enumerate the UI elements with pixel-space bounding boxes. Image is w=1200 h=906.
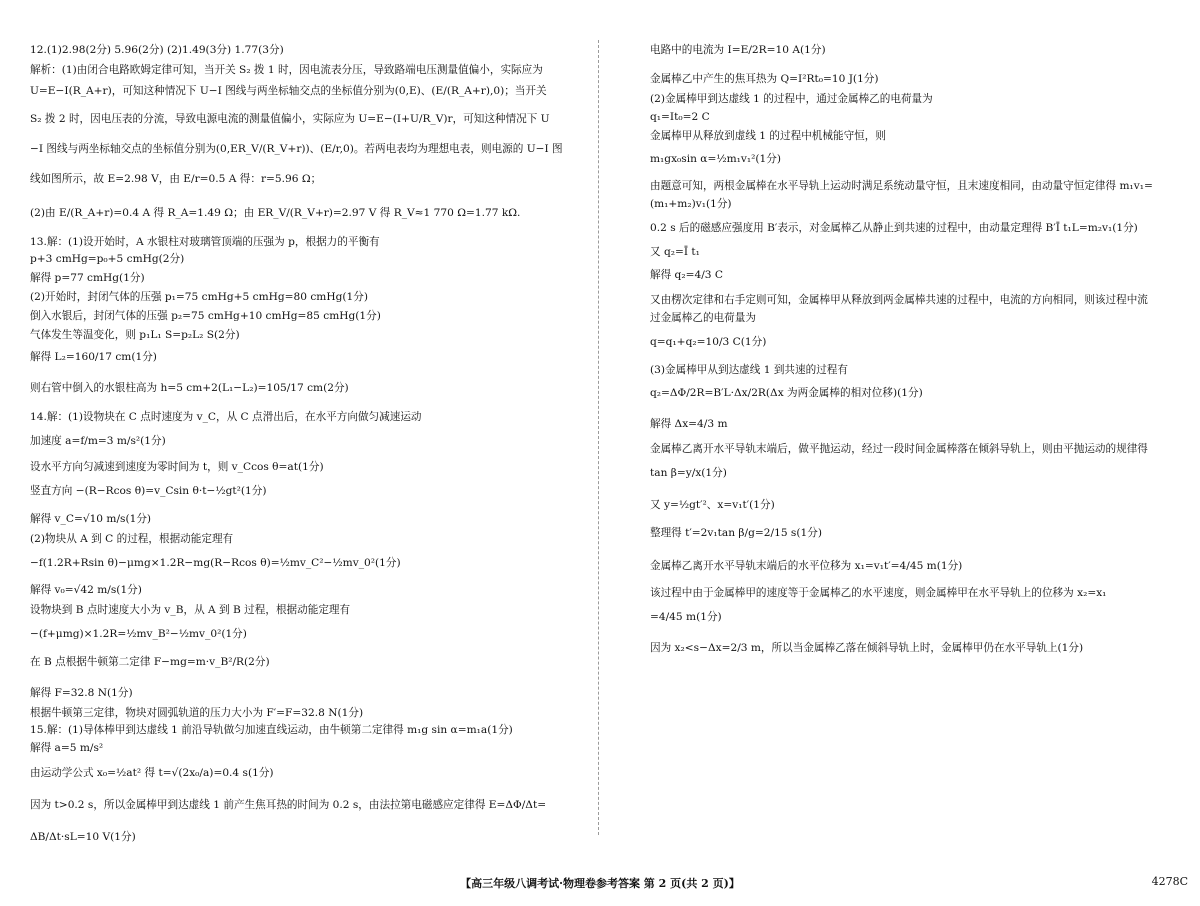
answer-line: 0.2 s 后的磁感应强度用 B′表示，对金属棒乙从静止到共速的过程中，由动量定理得 B′Ī t₁L=m₂v₁(1分) — [650, 222, 1138, 234]
answer-line: U=E−I(R_A+r)，可知这种情况下 U−I 图线与两坐标轴交点的坐标值分别为(0,E)、(E/(R_A+r),0)；当开关 — [30, 85, 547, 97]
answer-line: 线如图所示，故 E=2.98 V，由 E/r=0.5 A 得：r=5.96 Ω； — [30, 173, 322, 185]
answer-line: 在 B 点根据牛顿第二定律 F−mg=m·v_B²/R(2分) — [30, 656, 270, 668]
answer-line: m₁gx₀sin α=½m₁v₁²(1分) — [650, 153, 781, 165]
answer-line: 竖直方向 −(R−Rcos θ)=v_Csin θ·t−½gt²(1分) — [30, 485, 267, 497]
answer-line: 倒入水银后，封闭气体的压强 p₂=75 cmHg+10 cmHg=85 cmHg(1分) — [30, 310, 381, 322]
answer-line: 金属棒乙离开水平导轨末端后，做平抛运动，经过一段时间金属棒落在倾斜导轨上，则由平抛运动的规律得 — [650, 443, 1148, 455]
answer-line: 电路中的电流为 I=E/2R=10 A(1分) — [650, 44, 826, 56]
answer-line: 根据牛顿第三定律，物块对圆弧轨道的压力大小为 F′=F=32.8 N(1分) — [30, 707, 364, 719]
answer-line: =4/45 m(1分) — [650, 611, 722, 623]
answer-line: (2)由 E/(R_A+r)=0.4 A 得 R_A=1.49 Ω；由 ER_V/(R_V+r)=2.97 V 得 R_V≈1 770 Ω=1.77 kΩ. — [30, 207, 521, 219]
answer-line: 设水平方向匀减速到速度为零时间为 t，则 v_Ccos θ=at(1分) — [30, 461, 324, 473]
answer-line: −(f+μmg)×1.2R=½mv_B²−½mv_0²(1分) — [30, 628, 247, 640]
answer-line: 解得 q₂=4/3 C — [650, 269, 723, 281]
answer-line: 13.解：(1)设开始时，A 水银柱对玻璃管顶端的压强为 p，根据力的平衡有 — [30, 236, 380, 248]
answer-line: 又 y=½gt′²、x=v₁t′(1分) — [650, 499, 775, 511]
answer-line: 14.解：(1)设物块在 C 点时速度为 v_C，从 C 点滑出后，在水平方向做匀减速运动 — [30, 411, 422, 423]
answer-line: 解得 Δx=4/3 m — [650, 418, 728, 430]
answer-line: 因为 t>0.2 s，所以金属棒甲到达虚线 1 前产生焦耳热的时间为 0.2 s，由法拉第电磁感应定律得 E=ΔΦ/Δt= — [30, 799, 547, 811]
answer-line: 又由楞次定律和右手定则可知，金属棒甲从释放到两金属棒共速的过程中，电流的方向相同，则该过程中流 — [650, 294, 1148, 306]
answer-line: −f(1.2R+Rsin θ)−μmg×1.2R−mg(R−Rcos θ)=½mv_C²−½mv_0²(1分) — [30, 557, 401, 569]
answer-line: 设物块到 B 点时速度大小为 v_B，从 A 到 B 过程，根据动能定理有 — [30, 604, 351, 616]
answer-line: q=q₁+q₂=10/3 C(1分) — [650, 336, 767, 348]
answer-line: 过金属棒乙的电荷量为 — [650, 312, 756, 324]
answer-line: ΔB/Δt·sL=10 V(1分) — [30, 831, 136, 843]
answer-line: 整理得 t′=2v₁tan β/g=2/15 s(1分) — [650, 527, 822, 539]
answer-line: (2)金属棒甲到达虚线 1 的过程中，通过金属棒乙的电荷量为 — [650, 93, 933, 105]
answer-line: 金属棒甲从释放到虚线 1 的过程中机械能守恒，则 — [650, 130, 886, 142]
answer-line: (3)金属棒甲从到达虚线 1 到共速的过程有 — [650, 364, 848, 376]
answer-line: 加速度 a=f/m=3 m/s²(1分) — [30, 435, 166, 447]
answer-line: q₂=ΔΦ/2R=B′L·Δx/2R(Δx 为两金属棒的相对位移)(1分) — [650, 387, 923, 399]
answer-line: 15.解：(1)导体棒甲到达虚线 1 前沿导轨做匀加速直线运动，由牛顿第二定律得 m₁g sin α=m₁a(1分) — [30, 724, 513, 736]
footer-title: 【高三年级八调考试·物理卷参考答案 第 2 页(共 2 页)】 — [460, 877, 740, 890]
answer-line: S₂ 拨 2 时，因电压表的分流，导致电源电流的测量值偏小，实际应为 U=E−(I+U/R_V)r，可知这种情况下 U — [30, 113, 550, 125]
answer-line: 该过程中由于金属棒甲的速度等于金属棒乙的水平速度，则金属棒甲在水平导轨上的位移为 x₂=x₁ — [650, 587, 1107, 599]
answer-line: 由题意可知，两根金属棒在水平导轨上运动时满足系统动量守恒，且末速度相同，由动量守恒定律得 m₁v₁= — [650, 180, 1153, 192]
answer-line: (2)物块从 A 到 C 的过程，根据动能定理有 — [30, 533, 234, 545]
answer-line: (2)开始时，封闭气体的压强 p₁=75 cmHg+5 cmHg=80 cmHg(1分) — [30, 291, 368, 303]
answer-line: 因为 x₂<s−Δx=2/3 m，所以当金属棒乙落在倾斜导轨上时，金属棒甲仍在水平导轨上(1分) — [650, 642, 1084, 654]
answer-line: 又 q₂=Ī t₁ — [650, 246, 700, 258]
footer-code: 4278C — [1151, 875, 1188, 888]
answer-line: 解得 a=5 m/s² — [30, 742, 104, 754]
answer-line: 则右管中倒入的水银柱高为 h=5 cm+2(L₁−L₂)=105/17 cm(2分) — [30, 382, 349, 394]
answer-line: 解得 F=32.8 N(1分) — [30, 687, 133, 699]
answer-line: 12.(1)2.98(2分) 5.96(2分) (2)1.49(3分) 1.77(3分) — [30, 44, 284, 56]
answer-line: tan β=y/x(1分) — [650, 467, 727, 479]
answer-line: p+3 cmHg=p₀+5 cmHg(2分) — [30, 253, 185, 265]
answer-line: 解得 v_C=√10 m/s(1分) — [30, 513, 152, 525]
answer-line: −I 图线与两坐标轴交点的坐标值分别为(0,ER_V/(R_V+r))、(E/r,0)。若两电表均为理想电表，则电源的 U−I 图 — [30, 143, 563, 155]
answer-line: 解得 p=77 cmHg(1分) — [30, 272, 145, 284]
answer-line: 气体发生等温变化，则 p₁L₁ S=p₂L₂ S(2分) — [30, 329, 240, 341]
answer-line: 金属棒乙离开水平导轨末端后的水平位移为 x₁=v₁t′=4/45 m(1分) — [650, 560, 963, 572]
column-divider — [598, 40, 599, 835]
answer-line: 由运动学公式 x₀=½at² 得 t=√(2x₀/a)=0.4 s(1分) — [30, 767, 274, 779]
answer-line: 解析：(1)由闭合电路欧姆定律可知，当开关 S₂ 拨 1 时，因电流表分压，导致路端电压测量值偏小，实际应为 — [30, 64, 543, 76]
answer-line: 解得 v₀=√42 m/s(1分) — [30, 584, 142, 596]
answer-line: 金属棒乙中产生的焦耳热为 Q=I²Rt₀=10 J(1分) — [650, 73, 879, 85]
answer-line: (m₁+m₂)v₁(1分) — [650, 198, 732, 210]
answer-line: q₁=It₀=2 C — [650, 111, 710, 123]
answer-line: 解得 L₂=160/17 cm(1分) — [30, 351, 157, 363]
